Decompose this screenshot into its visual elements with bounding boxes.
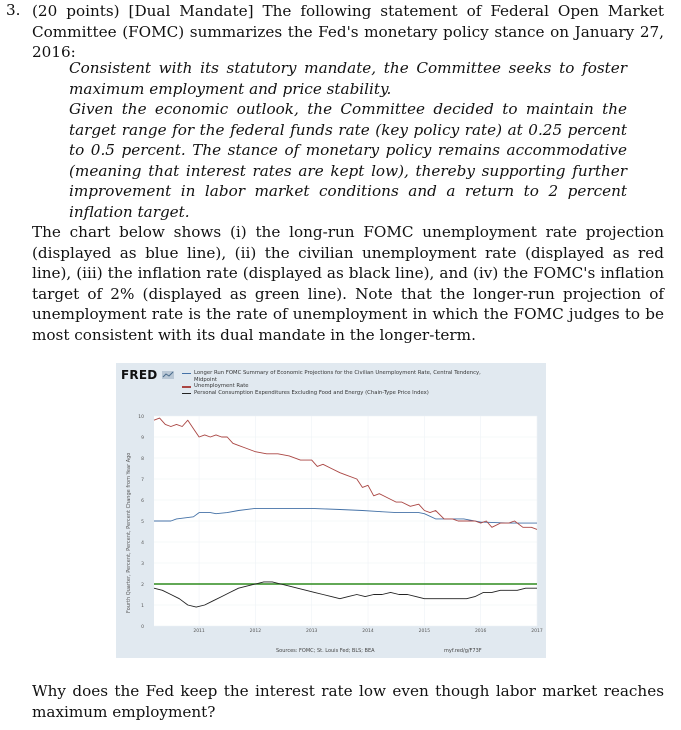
- y-tick-label: 8: [141, 456, 144, 462]
- y-tick-label: 10: [138, 414, 144, 420]
- y-tick-label: 0: [141, 624, 144, 630]
- fred-chart-figure: [116, 363, 546, 658]
- y-axis-label: Fourth Quarter, Percent, Percent, Percent Change from Year Ago: [126, 452, 132, 613]
- closing-question: Why does the Fed keep the interest rate low even though labor market reaches maximum employment?: [32, 682, 664, 721]
- y-tick-label: 6: [141, 498, 144, 504]
- y-tick-label: 4: [141, 540, 144, 546]
- chart-plot: [116, 363, 546, 658]
- question-intro: (20 points) [Dual Mandate] The following statement of Federal Open Market Committee (FOMC) summarizes the Fed's monetary policy stance on January 27, 2016:: [32, 2, 664, 61]
- y-tick-label: 5: [141, 519, 144, 525]
- y-tick-label: 3: [141, 561, 144, 567]
- legend-label: Personal Consumption Expenditures Excluding Food and Energy (Chain-Type Price Index): [194, 389, 429, 396]
- y-tick-label: 1: [141, 603, 144, 609]
- fomc-quote-decision: Given the economic outlook, the Committee decided to maintain the target range for the federal funds rate (key policy rate) at 0.25 percent to 0.5 percent. The stance of monetary policy remains accommodative (meaning that interest rates are kept low), thereby supporting further improvement in labor market conditions and a return to 2 percent inflation target.: [69, 100, 627, 221]
- x-tick-label: 2011: [193, 629, 205, 634]
- legend-label: Longer Run FOMC Summary of Economic Projections for the Civilian Unemployment Rate, Central Tendency, Midpoint: [194, 370, 481, 383]
- chart-description: The chart below shows (i) the long-run FOMC unemployment rate projection (displayed as blue line), (ii) the civilian unemployment rate (displayed as red line), (iii) the inflation rate (displayed as black line), and (iv) the FOMC's inflation target of 2% (displayed as green line). Note that the longer-run projection of unemployment rate is the rate of unemployment in which the FOMC judges to be most consistent with its dual mandate in the longer-term.: [32, 223, 664, 344]
- x-tick-label: 2017: [531, 629, 543, 634]
- x-tick-label: 2015: [418, 629, 431, 634]
- x-tick-label: 2013: [305, 629, 318, 634]
- question-number: 3.: [6, 1, 21, 19]
- y-tick-label: 9: [141, 435, 144, 441]
- legend-label: Unemployment Rate: [194, 383, 249, 390]
- y-tick-label: 2: [141, 582, 144, 588]
- x-tick-label: 2016: [474, 629, 487, 634]
- fomc-quote-mandate: Consistent with its statutory mandate, the Committee seeks to foster maximum employment and price stability.: [69, 59, 627, 98]
- chart-shortlink[interactable]: myf.red/g/F73F: [444, 648, 482, 654]
- y-tick-label: 7: [141, 477, 144, 483]
- fred-logo: FRED: [121, 368, 158, 382]
- x-tick-label: 2012: [249, 629, 262, 634]
- chart-source: Sources: FOMC; St. Louis Fed; BLS; BEA: [276, 648, 375, 654]
- x-tick-label: 2014: [362, 629, 374, 634]
